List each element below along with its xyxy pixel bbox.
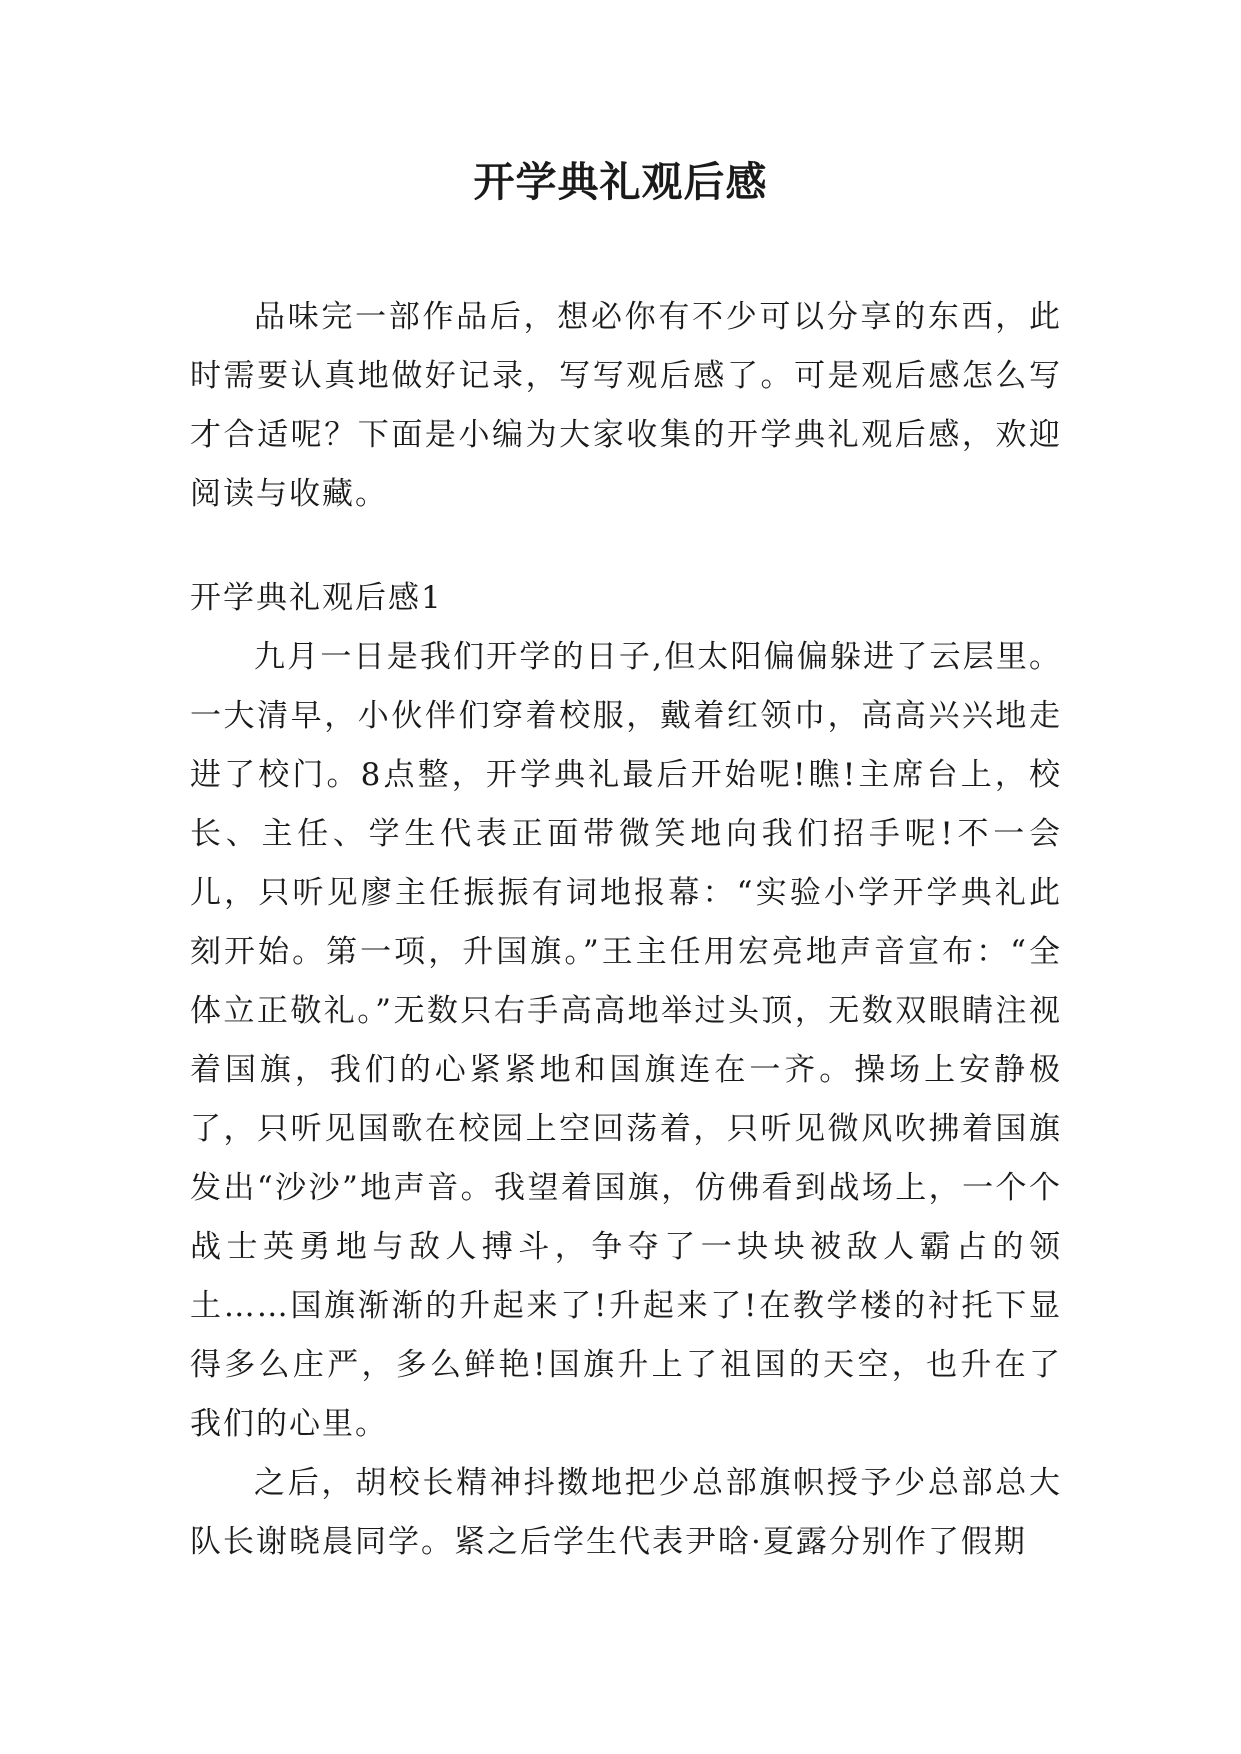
document-title: 开学典礼观后感 bbox=[473, 158, 768, 206]
intro-paragraph: 品味完一部作品后，想必你有不少可以分享的东西，此时需要认真地做好记录，写写观后感了。可是观后感怎么写才合适呢？下面是小编为大家收集的开学典礼观后感，欢迎阅读与收藏。 bbox=[190, 299, 1062, 512]
paragraph-spacer bbox=[190, 524, 1062, 569]
body-paragraph-1: 九月一日是我们开学的日子,但太阳偏偏躲进了云层里。一大清早，小伙伴们穿着校服，戴着红领巾，高高兴兴地走进了校门。8点整，开学典礼最后开始呢!瞧!主席台上，校长、主任、学生代表正面带微笑地向我们招手呢!不一会儿，只听见廖主任振振有词地报幕：“实验小学开学典礼此刻开始。第一项，升国旗。”王主任用宏亮地声音宣布：“全体立正敬礼。”无数只右手高高地举过头顶，无数双眼睛注视着国旗，我们的心紧紧地和国旗连在一齐。操场上安静极了，只听见国歌在校园上空回荡着，只听见微风吹拂着国旗发出“沙沙”地声音。我望着国旗，仿佛看到战场上，一个个战士英勇地与敌人搏斗，争夺了一块块被敌人霸占的领土……国旗渐渐的升起来了!升起来了!在教学楼的衬托下显得多么庄严，多么鲜艳!国旗升上了祖国的天空，也升在了我们的心里。 bbox=[190, 639, 1062, 1442]
section-heading: 开学典礼观后感1 bbox=[190, 580, 443, 616]
document-body bbox=[190, 288, 1062, 1572]
body-paragraph-2: 之后，胡校长精神抖擞地把少总部旗帜授予少总部总大队长谢晓晨同学。紧之后学生代表尹晗·夏露分别作了假期 bbox=[190, 1465, 1062, 1560]
